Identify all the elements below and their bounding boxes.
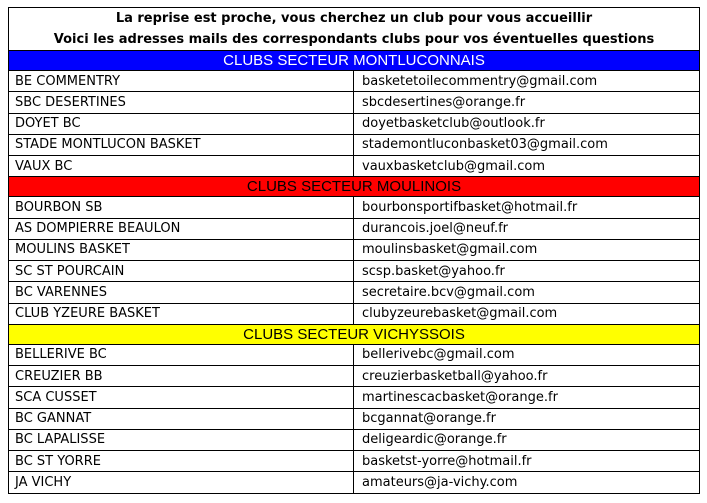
table-row xyxy=(9,134,699,155)
club-email: bourbonsportifbasket@hotmail.fr xyxy=(362,199,578,215)
club-name: BE COMMENTRY xyxy=(9,71,354,91)
club-email: scsp.basket@yahoo.fr xyxy=(362,263,505,279)
table-row xyxy=(9,70,699,91)
section-header-moulinois: CLUBS SECTEUR MOULINOIS xyxy=(9,176,699,196)
club-name: SCA CUSSET xyxy=(9,387,354,407)
club-name: AS DOMPIERRE BEAULON xyxy=(9,219,354,239)
table-row xyxy=(9,344,699,365)
table-row xyxy=(9,113,699,134)
club-email: secretaire.bcv@gmail.com xyxy=(362,284,535,300)
club-email: martinescacbasket@orange.fr xyxy=(362,389,558,405)
club-email: basketst-yorre@hotmail.fr xyxy=(362,453,532,469)
section-header-vichyssois: CLUBS SECTEUR VICHYSSOIS xyxy=(9,324,699,344)
header-line-1: La reprise est proche, vous cherchez un club pour vous accueillir xyxy=(115,11,593,26)
club-email: basketetoilecommentry@gmail.com xyxy=(362,73,598,89)
table-row xyxy=(9,239,699,260)
club-email: vauxbasketclub@gmail.com xyxy=(362,158,545,174)
club-email: stademontluconbasket03@gmail.com xyxy=(362,137,608,153)
club-name: JA VICHY xyxy=(9,472,354,493)
club-name: SC ST POURCAIN xyxy=(9,261,354,281)
club-name: CLUB YZEURE BASKET xyxy=(9,304,354,324)
table-row xyxy=(9,281,699,302)
club-email: durancois.joel@neuf.fr xyxy=(362,221,508,237)
club-name: BC LAPALISSE xyxy=(9,430,354,450)
club-name: BC ST YORRE xyxy=(9,451,354,471)
club-contacts-table xyxy=(8,7,700,494)
club-name: VAUX BC xyxy=(9,156,354,176)
table-row xyxy=(9,429,699,450)
table-row xyxy=(9,303,699,324)
club-email: clubyzeurebasket@gmail.com xyxy=(362,306,558,322)
club-name: CREUZIER BB xyxy=(9,366,354,386)
table-row xyxy=(9,260,699,281)
club-name: MOULINS BASKET xyxy=(9,240,354,260)
club-name: STADE MONTLUCON BASKET xyxy=(9,135,354,155)
header-line-2: Voici les adresses mails des correspondants clubs pour vos éventuelles questions xyxy=(53,32,655,47)
club-email: bellerivebc@gmail.com xyxy=(362,347,515,363)
club-email: moulinsbasket@gmail.com xyxy=(362,242,538,258)
table-row xyxy=(9,218,699,239)
table-row xyxy=(9,365,699,386)
club-email: deligeardic@orange.fr xyxy=(362,432,507,448)
club-name: SBC DESERTINES xyxy=(9,92,354,112)
club-name: BOURBON SB xyxy=(9,197,354,217)
table-row xyxy=(9,471,699,493)
table-row xyxy=(9,91,699,112)
table-row xyxy=(9,155,699,176)
club-name: BC GANNAT xyxy=(9,409,354,429)
section-header-montluconnais: CLUBS SECTEUR MONTLUCONNAIS xyxy=(9,50,699,70)
table-row xyxy=(9,196,699,217)
club-name: DOYET BC xyxy=(9,114,354,134)
club-email: creuzierbasketball@yahoo.fr xyxy=(362,368,548,384)
club-email: sbcdesertines@orange.fr xyxy=(362,94,526,110)
club-email: doyetbasketclub@outlook.fr xyxy=(362,116,545,132)
club-name: BELLERIVE BC xyxy=(9,345,354,365)
table-row xyxy=(9,386,699,407)
club-name: BC VARENNES xyxy=(9,282,354,302)
table-row xyxy=(9,450,699,471)
club-email: bcgannat@orange.fr xyxy=(362,411,496,427)
club-email: amateurs@ja-vichy.com xyxy=(362,475,518,491)
table-row xyxy=(9,408,699,429)
